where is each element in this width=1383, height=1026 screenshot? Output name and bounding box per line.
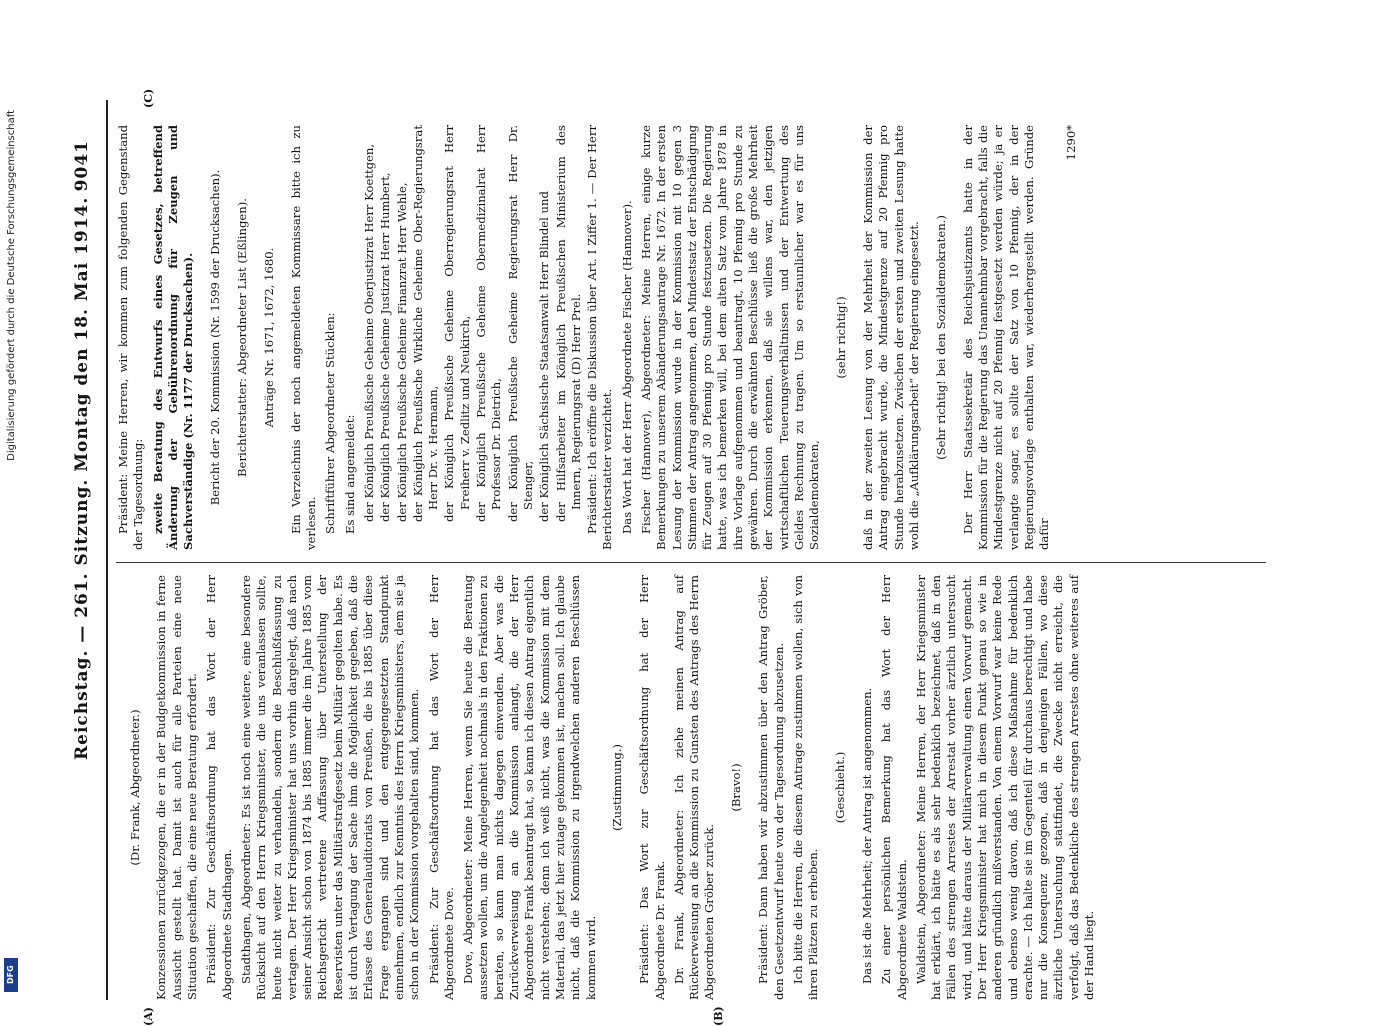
paragraph: Präsident: Ich eröffne die Diskussion über Art. I Ziffer 1. — Der Herr Berichterstatter verzichtet. [585, 125, 615, 550]
paragraph: Präsident: Zur Geschäftsordnung hat das Wort der Herr Abgeordnete Dove. [426, 575, 456, 1000]
right-column [116, 125, 1091, 550]
paragraph: Es sind angemeldet: [342, 414, 357, 534]
paragraph: daß in der zweiten Lesung von der Mehrheit der Kommission der Antrag eingebracht wurde, die Mindestgrenze auf 20 Pfennig pro Stunde herabzusetzen. Zwischen der ersten und zweiten Lesung hatte wohl die „Aufklärungsarbeit“ der Regierung eingesetzt. [861, 125, 921, 550]
header-rule [106, 100, 108, 1000]
paragraph: Ich bitte die Herren, die diesem Antrage zustimmen wollen, sich von ihren Plätzen zu erheben. [790, 575, 821, 1000]
page-number: 9041 [72, 140, 92, 192]
paragraph: Waldstein, Abgeordneter: Meine Herren, der Herr Kriegsminister hat erklärt, ich hätte es als sehr bedenklich bezeichnet, daß in den Fällen des strengen Arrestes der Arrestat vorher ärztlich untersucht wird, und hätte daraus der Militärverwaltung einen Vorwurf gemacht. Der Herr Kriegsminister hat mich in diesem Punkt genau so wie in anderen gründlich mißverstanden. Von einem Vorwurf war keine Rede und ebenso wenig davon, daß ich diese Maßnahme für bedenklich erachte. — Ich halte sie im Gegenteil für durchaus berechtigt und habe nur die Konsequenz gezogen, daß in denjenigen Fällen, wo diese ärztliche Untersuchung stattfindet, die Zwecke nicht erreicht, die verfolgt, daß das Bedenkliche des strengen Arrestes ohne weiteres auf der Hand liegt. [913, 575, 1097, 1000]
paragraph: Dr. Frank, Abgeordneter: Ich ziehe meinen Antrag auf Rückverweisung an die Kommission zu Gunsten des Antrags des Herrn Abgeordneten Gröber zurück. [671, 575, 717, 1000]
list-item: der Königlich Preußische Geheime Oberregierungsrat Herr Freiherr v. Zedlitz und Neukirch, [442, 125, 472, 522]
speaker-line: (Dr. Frank, Abgeordneter.) [127, 709, 142, 866]
interjection: (sehr richtig!) [834, 296, 849, 379]
column-rule [116, 562, 1266, 563]
paragraph: Zu einer persönlichen Bemerkung hat das Wort der Herr Abgeordnete Waldstein. [879, 575, 909, 1000]
list-item: der Königlich Preußische Geheime Obermedizinalrat Herr Professor Dr. Dietrich, [474, 125, 504, 522]
interjection: (Geschieht.) [833, 751, 848, 824]
motions-line: Anträge Nr. 1671, 1672, 1680. [261, 247, 276, 428]
interjection: (Zustimmung.) [610, 744, 625, 831]
margin-marker-c: (C) [142, 88, 155, 108]
paragraph: Das ist die Mehrheit; der Antrag ist angenommen. [859, 687, 874, 984]
paragraph: Der Herr Staatssekretär des Reichsjustizamts hatte in der Kommission für die Regierung das Unannehmbar vorgebracht, falls die Mindestgrenze nicht auf 20 Pfennig festgesetzt werden würde; ja er verlangte sogar, es sollte der Satz von 10 Pfennig, der in der Regierungsvorlage enthalten war, wiederhergestellt werden. Gründe dafür [960, 125, 1052, 550]
running-head-title: Reichstag. — 261. Sitzung. Montag den 18. Mai 1914. [72, 196, 92, 760]
sheet-signature: 1290* [1064, 125, 1079, 161]
list-item: der Königlich Preußische Geheime Finanzrat Herr Wehle, [394, 182, 409, 522]
paragraph: Präsident: Das Wort zur Geschäftsordnung hat der Herr Abgeordnete Dr. Frank. [637, 575, 667, 1000]
list-item: der Königlich Preußische Geheime Oberjustizrat Herr Koettgen, [361, 143, 376, 522]
running-head [72, 100, 106, 960]
dfg-logo: DFG [4, 958, 18, 992]
report-line: Bericht der 20. Kommission (Nr. 1599 der Drucksachen). [208, 169, 223, 506]
margin-marker-a: (A) [142, 1007, 155, 1026]
list-item: der Königlich Preußische Geheime Regierungsrat Herr Dr. Stenger, [505, 125, 535, 522]
paragraph: Präsident: Dann haben wir abzustimmen über den Antrag Gröber, den Gesetzentwurf heute von der Tagesordnung abzusetzen. [756, 575, 786, 1000]
left-column [116, 575, 1101, 1000]
rotated-page-content [72, 88, 1322, 1026]
margin-marker-b: (B) [712, 1006, 725, 1026]
paragraph: Stadthagen, Abgeordneter: Es ist noch eine weitere, eine besondere Rücksicht auf den Herrn Kriegsminister, die uns veranlassen sollte, heute nicht weiter zu verhandeln, sondern die Beschlußfassung zu vertagen. Der Herr Kriegsminister hat uns vorhin dargelegt, daß nach seiner Ansicht schon von 1874 bis 1885 immer die im Jahre 1885 vom Reichsgericht vertretene Auffassung über Unterstellung der Reservisten unter das Militärstrafgesetz beim Militär gegolten habe. Es ist durch Vertagung der Sache ihm die Möglichkeit gegeben, daß die Erlasse des Generalauditoriats von Preußen, die bis 1885 über diese Frage ergangen sind und den entgegengesetzten Standpunkt einnehmen, endlich zur Kenntnis des Herrn Kriegsministers, dem sie ja schon in der Kommission vorgehalten sind, kommen. [238, 575, 422, 1000]
commissioner-list [362, 125, 584, 522]
list-item: der Königlich Preußische Geheime Justizrat Herr Humbert, [378, 172, 393, 522]
paragraph: Ein Verzeichnis der noch angemeldeten Kommissare bitte ich zu verlesen. [288, 125, 319, 550]
paragraph: Dove, Abgeordneter: Meine Herren, wenn Sie heute die Beratung aussetzen wollen, um die Angelegenheit nochmals in den Fraktionen zu beraten, so kann man nichts dagegen einwenden. Aber was die Zurückverweisung an die Kommission anlangt, die der Herr Abgeordnete Frank beantragt hat, so kann ich diesen Antrag eigentlich nicht verstehen; denn ich weiß nicht, was die Kommission mit dem Material, das jetzt hier zutage gekommen ist, machen soll. Ich glaube nicht, daß die Kommission zu irgendwelchen anderen Beschlüssen kommen wird. [461, 575, 598, 1000]
paragraph: Schriftführer Abgeordneter Stücklen: [323, 312, 338, 534]
paragraph: Präsident: Zur Geschäftsordnung hat das Wort der Herr Abgeordnete Stadthagen. [204, 575, 234, 1000]
paragraph: Präsident: Meine Herren, wir kommen zum folgenden Gegenstand der Tagesordnung: [116, 125, 146, 550]
digitization-credit [6, 110, 18, 990]
list-item: der Königlich Preußische Wirkliche Geheime Ober-Regierungsrat Herr Dr. v. Hermann, [410, 125, 441, 522]
interjection: (Bravo!) [729, 763, 744, 812]
list-item: der Königlich Sächsische Staatsanwalt Herr Blindel und [537, 191, 552, 522]
list-item: der Hilfsarbeiter im Königlich Preußischen Ministerium des Innern, Regierungsrat (D) Herr Prel. [553, 125, 583, 522]
digitization-credit-text: Digitalisierung gefördert durch die Deutsche Forschungsgemeinschaft [6, 110, 17, 461]
rapporteur-line: Berichterstatter: Abgeordneter List (Eßlingen). [234, 198, 249, 477]
agenda-item: zweite Beratung des Entwurfs eines Gesetzes, betreffend Änderung der Gebührenordnung für Zeugen und Sachverständige (Nr. 1177 der Drucksachen). [150, 125, 196, 550]
paragraph: Konzessionen zurückgezogen, die er in der Budgetkommission in ferne Aussicht gestellt hat. Damit ist auch für alle Parteien eine neue Situation geschaffen, die eine neue Beratung erfordert. [154, 575, 200, 1000]
interjection: (Sehr richtig! bei den Sozialdemokraten.) [933, 215, 948, 460]
paragraph: Fischer (Hannover), Abgeordneter: Meine Herren, einige kurze Bemerkungen zu unserem Abänderungsantrage Nr. 1672. In der ersten Lesung der Kommission wurde in der Kommission mit 10 gegen 3 Stimmen der Antrag angenommen, den Mindestsatz der Entschädigung für Zeugen auf 30 Pfennig pro Stunde festzusetzen. Die Regierung hatte, was ich bemerken will, bei dem alten Satz vom Jahre 1878 in ihre Vorlage aufgenommen und beantragt, 10 Pfennig pro Stunde zu gewähren. Durch die erwähnten Beschlüsse ließ die große Mehrheit der Kommission erkennen, daß sie willens war, den jetzigen wirtschaftlichen Teuerungsverhältnissen und der Entwertung des Geldes Rechnung zu tragen. Um so erstaunlicher war es für uns Sozialdemokraten, [638, 125, 822, 550]
paragraph: Das Wort hat der Herr Abgeordnete Fischer (Hannover). [619, 200, 634, 534]
